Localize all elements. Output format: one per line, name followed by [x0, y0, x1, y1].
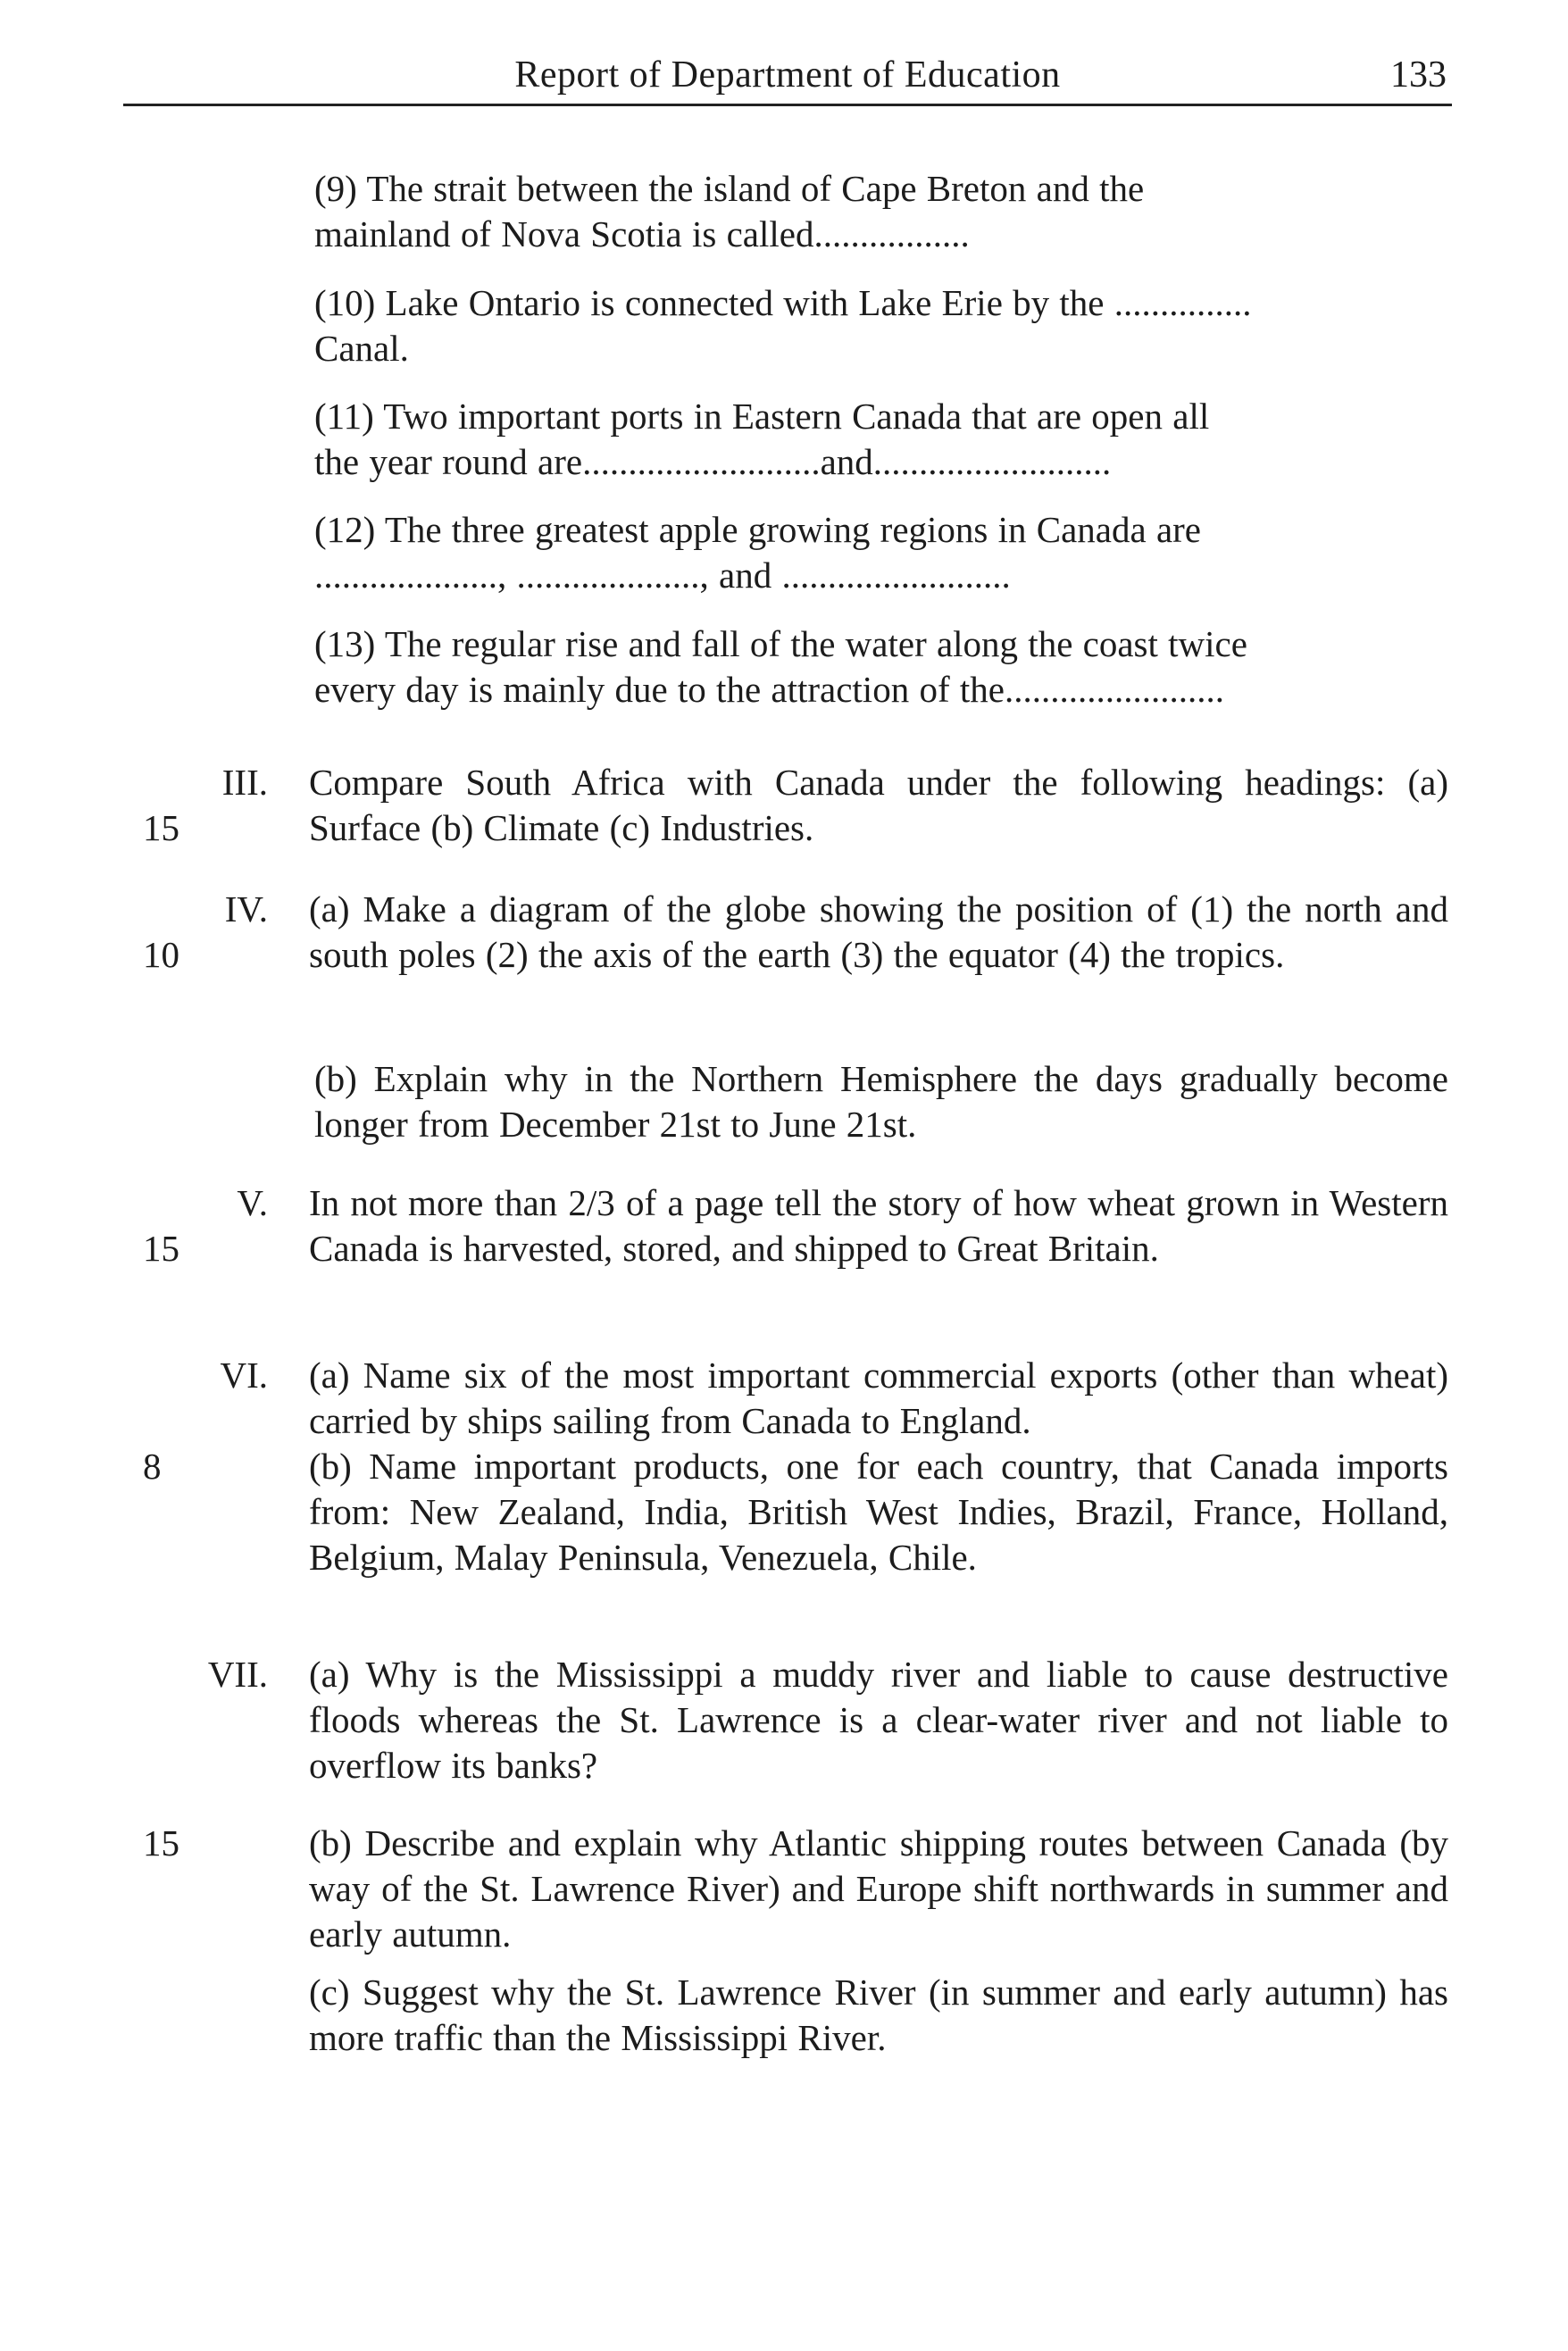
- question-numeral-vi: VI.: [220, 1355, 268, 1396]
- question-iv-part-a: (a) Make a diagram of the globe showing the position of (1) the north and south poles (2) the axis of the earth (3) the equator (4) the tropics.: [309, 888, 1448, 975]
- fill-in-line: every day is mainly due to the attraction of the........................: [314, 669, 1224, 710]
- question-marks-v: 15: [143, 1228, 179, 1269]
- question-text-v: In not more than 2/3 of a page tell the story of how wheat grown in Western Canada is harvested, stored, and shipped to Great Britain.: [309, 1182, 1448, 1269]
- question-vii-part-b: (b) Describe and explain why Atlantic shipping routes between Canada (by way of the St. Lawrence River) and Europe shift northwards in summer and early autumn.: [309, 1822, 1448, 1955]
- fill-in-line: mainland of Nova Scotia is called.................: [314, 213, 970, 254]
- question-vi-part-b: (b) Name important products, one for each country, that Canada imports from: New Zealand, India, British West Indies, Brazil, France, Holland, Belgium, Malay Peninsula, Venezuela, Chile.: [309, 1446, 1448, 1578]
- fill-in-line: ...................., ...................., and .........................: [314, 554, 1011, 596]
- page-number: 133: [1390, 54, 1447, 96]
- question-vii-part-a: (a) Why is the Mississippi a muddy river and liable to cause destructive floods whereas the St. Lawrence is a clear-water river and not liable to overflow its banks?: [309, 1654, 1448, 1786]
- question-marks-vi: 8: [143, 1446, 162, 1487]
- running-header: [123, 46, 1452, 106]
- fill-in-line: (11) Two important ports in Eastern Canada that are open all: [314, 396, 1210, 437]
- fill-in-line: (12) The three greatest apple growing regions in Canada are: [314, 509, 1201, 550]
- fill-in-item-9: [314, 166, 1448, 257]
- fill-in-item-11: [314, 394, 1448, 485]
- question-numeral-iv: IV.: [224, 888, 268, 930]
- question-iv-part-b: (b) Explain why in the Northern Hemisphere the days gradually become longer from December 21st to June 21st.: [314, 1058, 1448, 1145]
- fill-in-line: (13) The regular rise and fall of the water along the coast twice: [314, 623, 1247, 664]
- fill-in-line: (9) The strait between the island of Cape Breton and the: [314, 168, 1145, 209]
- question-numeral-iii: III.: [221, 762, 268, 803]
- question-marks-iii: 15: [143, 807, 179, 848]
- question-marks-vii: 15: [143, 1822, 179, 1863]
- question-numeral-vii: VII.: [207, 1654, 268, 1695]
- fill-in-item-10: [314, 280, 1448, 371]
- question-numeral-v: V.: [237, 1182, 268, 1223]
- question-vii-part-c: (c) Suggest why the St. Lawrence River (in summer and early autumn) has more traffic than the Mississippi River.: [309, 1972, 1448, 2058]
- fill-in-line: the year round are..........................and..........................: [314, 441, 1112, 482]
- fill-in-line: (10) Lake Ontario is connected with Lake Erie by the ...............: [314, 282, 1252, 323]
- running-title: Report of Department of Education: [514, 54, 1061, 96]
- question-vi-part-a: (a) Name six of the most important commercial exports (other than wheat) carried by ships sailing from Canada to England.: [309, 1355, 1448, 1441]
- question-marks-iv: 10: [143, 934, 179, 975]
- fill-in-item-12: [314, 507, 1448, 598]
- fill-in-item-13: [314, 621, 1448, 713]
- fill-in-line: Canal.: [314, 328, 409, 369]
- question-text-iii: Compare South Africa with Canada under the following headings: (a) Surface (b) Climate (c) Industries.: [309, 762, 1448, 848]
